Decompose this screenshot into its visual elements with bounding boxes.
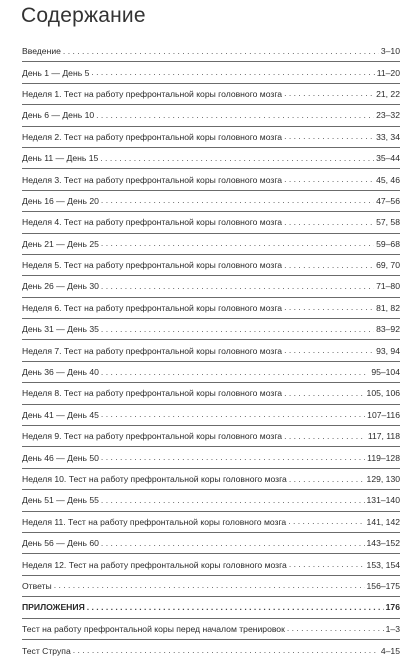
toc-entry — [22, 490, 400, 511]
toc-leader-dots — [284, 303, 374, 312]
toc-entry-pages: 129, 130 — [366, 474, 400, 484]
toc-leader-dots — [284, 261, 374, 270]
toc-entry — [22, 298, 400, 319]
toc-entry — [22, 62, 400, 83]
toc-entry — [22, 554, 400, 575]
toc-leader-dots — [101, 282, 374, 291]
toc-entry-label: Тест на работу префронтальной коры перед началом тренировок — [22, 623, 285, 634]
toc-entry — [22, 619, 400, 640]
toc-entry-pages: 153, 154 — [366, 559, 400, 570]
toc-entry-pages: 3–10 — [380, 46, 400, 57]
toc-entry-pages: 1–3 — [385, 623, 400, 634]
toc-entry — [22, 191, 400, 212]
toc-entry-pages: 83–92 — [376, 324, 400, 335]
toc-entry-pages: 117, 118 — [367, 431, 400, 442]
toc-leader-dots — [101, 496, 365, 505]
toc-entry — [22, 41, 400, 62]
toc-entry-pages: 105, 106 — [366, 388, 400, 399]
toc-entry — [22, 383, 400, 404]
toc-entry-label: Неделя 8. Тест на работу префронтальной коры головного мозга — [22, 388, 283, 399]
toc-leader-dots — [54, 581, 365, 590]
toc-leader-dots — [91, 68, 374, 77]
toc-leader-dots — [288, 517, 364, 526]
toc-leader-dots — [101, 368, 369, 377]
toc-entry-pages: 143–152 — [366, 538, 400, 549]
toc-entry-label: День 16 — День 20 — [22, 195, 99, 206]
toc-entry-label: Неделя 10. Тест на работу префронтальной коры головного мозга — [22, 474, 287, 484]
toc-leader-dots — [101, 196, 374, 205]
toc-entry-label: Тест Струпа — [22, 645, 71, 656]
toc-entry-label: День 1 — День 5 — [22, 67, 90, 78]
toc-entry-label: ПРИЛОЖЕНИЯ — [22, 602, 85, 613]
toc-entry — [22, 405, 400, 426]
toc-entry — [22, 362, 400, 383]
toc-entry-label: День 56 — День 60 — [22, 538, 99, 549]
toc-entry-label: Неделя 7. Тест на работу префронтальной коры головного мозга — [22, 345, 283, 356]
toc-entry — [22, 148, 400, 169]
toc-entry-pages: 131–140 — [366, 495, 400, 506]
toc-entry-label: День 51 — День 55 — [22, 495, 99, 506]
toc-entry — [22, 234, 400, 255]
toc-entry-pages: 93, 94 — [376, 345, 400, 356]
toc-appendix-heading — [22, 597, 400, 618]
toc-entry-label: Неделя 3. Тест на работу префронтальной коры головного мозга — [22, 174, 283, 185]
toc-leader-dots — [101, 453, 365, 462]
toc-entry-label: Введение — [22, 46, 61, 57]
toc-leader-dots — [289, 560, 365, 569]
toc-leader-dots — [96, 111, 374, 120]
toc-entry-pages: 45, 46 — [376, 174, 400, 185]
toc-entry-label: Неделя 11. Тест на работу префронтальной коры головного мозга — [22, 516, 287, 527]
toc-entry — [22, 127, 400, 148]
toc-leader-dots — [101, 410, 365, 419]
toc-entry-pages: 57, 58 — [376, 217, 400, 228]
toc-entries — [22, 41, 400, 597]
page-title: Содержание — [21, 4, 146, 27]
toc-leader-dots — [284, 132, 374, 141]
toc-entry-pages: 81, 82 — [376, 302, 400, 313]
toc-entry-label: Неделя 9. Тест на работу префронтальной коры головного мозга — [22, 431, 283, 442]
toc-entry — [22, 319, 400, 340]
toc-leader-dots — [284, 346, 374, 355]
toc-entry-pages: 33, 34 — [376, 131, 400, 142]
toc-entry-pages: 176 — [385, 602, 400, 613]
toc-entry-pages: 107–116 — [367, 409, 400, 420]
toc-entry-label: День 11 — День 15 — [22, 153, 99, 164]
toc-entry — [22, 276, 400, 297]
toc-entry — [22, 255, 400, 276]
toc-leader-dots — [284, 432, 366, 441]
toc-entry-label: День 6 — День 10 — [22, 110, 95, 121]
toc-entry — [22, 340, 400, 361]
toc-entry — [22, 105, 400, 126]
toc-entry-pages: 4–15 — [380, 645, 400, 656]
toc-entry-label: Неделя 6. Тест на работу префронтальной коры головного мозга — [22, 302, 283, 313]
toc-entry-label: Неделя 2. Тест на работу префронтальной коры головного мозга — [22, 131, 283, 142]
toc-entry-label: День 31 — День 35 — [22, 324, 99, 335]
table-of-contents — [22, 41, 400, 661]
toc-entry-label: День 21 — День 25 — [22, 238, 99, 249]
toc-entry — [22, 447, 400, 468]
toc-entry — [22, 212, 400, 233]
toc-entry — [22, 533, 400, 554]
toc-leader-dots — [101, 239, 374, 248]
toc-leader-dots — [284, 89, 374, 98]
toc-entry — [22, 512, 400, 533]
toc-entry-pages: 35–44 — [376, 153, 400, 164]
toc-entry-pages: 59–68 — [376, 238, 400, 249]
toc-entry-pages: 95–104 — [371, 367, 400, 378]
toc-leader-dots — [287, 624, 384, 633]
toc-entry — [22, 469, 400, 490]
toc-entry — [22, 169, 400, 190]
toc-entry-label: Неделя 4. Тест на работу префронтальной коры головного мозга — [22, 217, 283, 228]
toc-entry-label: День 46 — День 50 — [22, 452, 99, 463]
toc-entry-label: День 41 — День 45 — [22, 409, 99, 420]
toc-leader-dots — [284, 175, 374, 184]
toc-entry — [22, 426, 400, 447]
toc-entry-label: Неделя 12. Тест на работу префронтальной коры головного мозга — [22, 559, 287, 570]
toc-leader-dots — [284, 389, 364, 398]
toc-entry-label: Ответы — [22, 580, 52, 591]
toc-entry-pages: 47–56 — [376, 195, 400, 206]
toc-entry-pages: 21, 22 — [376, 88, 400, 99]
toc-leader-dots — [73, 646, 379, 655]
toc-entry-pages: 119–128 — [367, 452, 400, 463]
toc-entry-label: Неделя 5. Тест на работу префронтальной коры головного мозга — [22, 260, 283, 271]
toc-leader-dots — [87, 603, 384, 612]
toc-entry-pages: 69, 70 — [376, 260, 400, 271]
toc-appendix-items — [22, 619, 400, 661]
toc-entry-pages: 156–175 — [366, 580, 400, 591]
toc-entry — [22, 84, 400, 105]
toc-entry — [22, 640, 400, 661]
toc-entry-pages: 141, 142 — [366, 516, 400, 527]
toc-entry-label: День 26 — День 30 — [22, 281, 99, 292]
toc-leader-dots — [289, 475, 365, 484]
toc-entry-pages: 11–20 — [376, 67, 400, 78]
toc-leader-dots — [101, 539, 365, 548]
toc-entry-pages: 23–32 — [376, 110, 400, 121]
toc-leader-dots — [100, 154, 374, 163]
toc-leader-dots — [284, 218, 374, 227]
toc-leader-dots — [101, 325, 374, 334]
toc-entry-label: День 36 — День 40 — [22, 367, 99, 378]
toc-leader-dots — [63, 47, 379, 56]
toc-entry-label: Неделя 1. Тест на работу префронтальной коры головного мозга — [22, 88, 283, 99]
toc-entry-pages: 71–80 — [376, 281, 400, 292]
